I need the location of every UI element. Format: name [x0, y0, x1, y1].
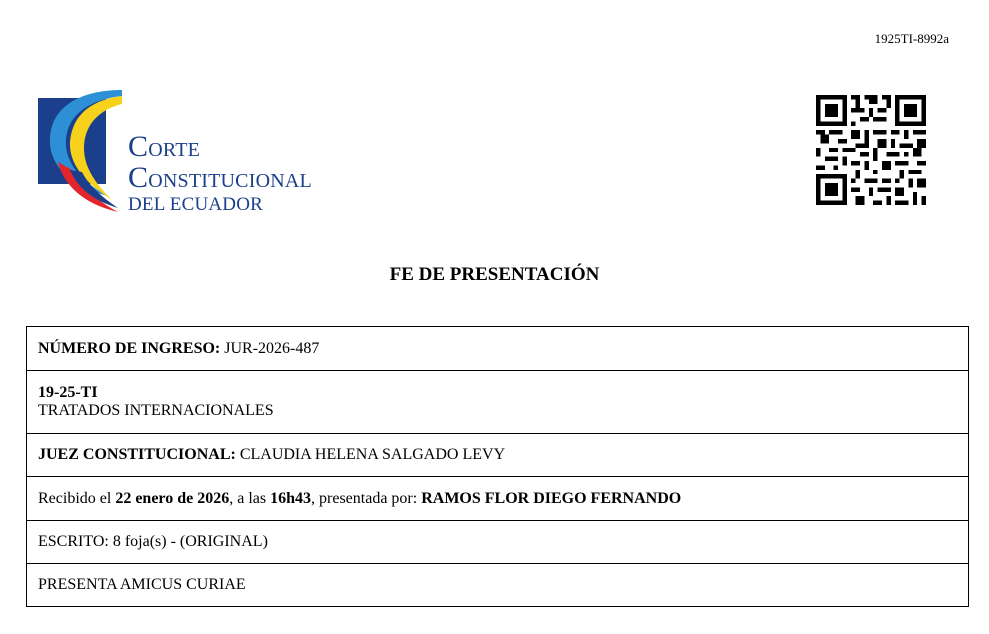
judge-label: JUEZ CONSTITUCIONAL: [38, 446, 236, 463]
court-emblem-icon [36, 88, 128, 218]
document-title: FE DE PRESENTACIÓN [389, 264, 600, 285]
ingreso-row [27, 327, 968, 371]
received-row [27, 477, 968, 521]
received-prefix: Recibido el [38, 489, 112, 507]
court-name-line-3: DEL ECUADOR [128, 194, 264, 215]
court-name-line-2: CONSTITUCIONAL [128, 161, 312, 194]
ingreso-label: NÚMERO DE INGRESO: [38, 339, 221, 357]
received-by-label: , presentada por: [311, 489, 418, 507]
qr-code-icon [816, 95, 926, 205]
received-mid: , a las [229, 489, 267, 507]
received-date: 22 enero de 2026 [115, 489, 230, 507]
received-by: RAMOS FLOR DIEGO FERNANDO [421, 489, 682, 507]
judge-value: CLAUDIA HELENA SALGADO LEVY [239, 446, 506, 463]
received-time: 16h43 [270, 489, 312, 507]
case-type: TRATADOS INTERNACIONALES [38, 402, 274, 419]
description-row [27, 564, 968, 607]
court-name [128, 132, 312, 214]
ingreso-value: JUR-2026-487 [224, 339, 320, 357]
description-text: PRESENTA AMICUS CURIAE [38, 576, 246, 593]
record-box [26, 326, 969, 607]
escrito-row [27, 521, 968, 564]
document-code: 1925TI-8992a [874, 31, 949, 46]
court-logo [36, 88, 336, 218]
escrito-text: ESCRITO: 8 foja(s) - (ORIGINAL) [38, 533, 268, 550]
court-name-line-1: CORTE [128, 130, 201, 163]
judge-row [27, 434, 968, 477]
case-row [27, 371, 968, 434]
case-number: 19-25-TI [38, 384, 98, 401]
